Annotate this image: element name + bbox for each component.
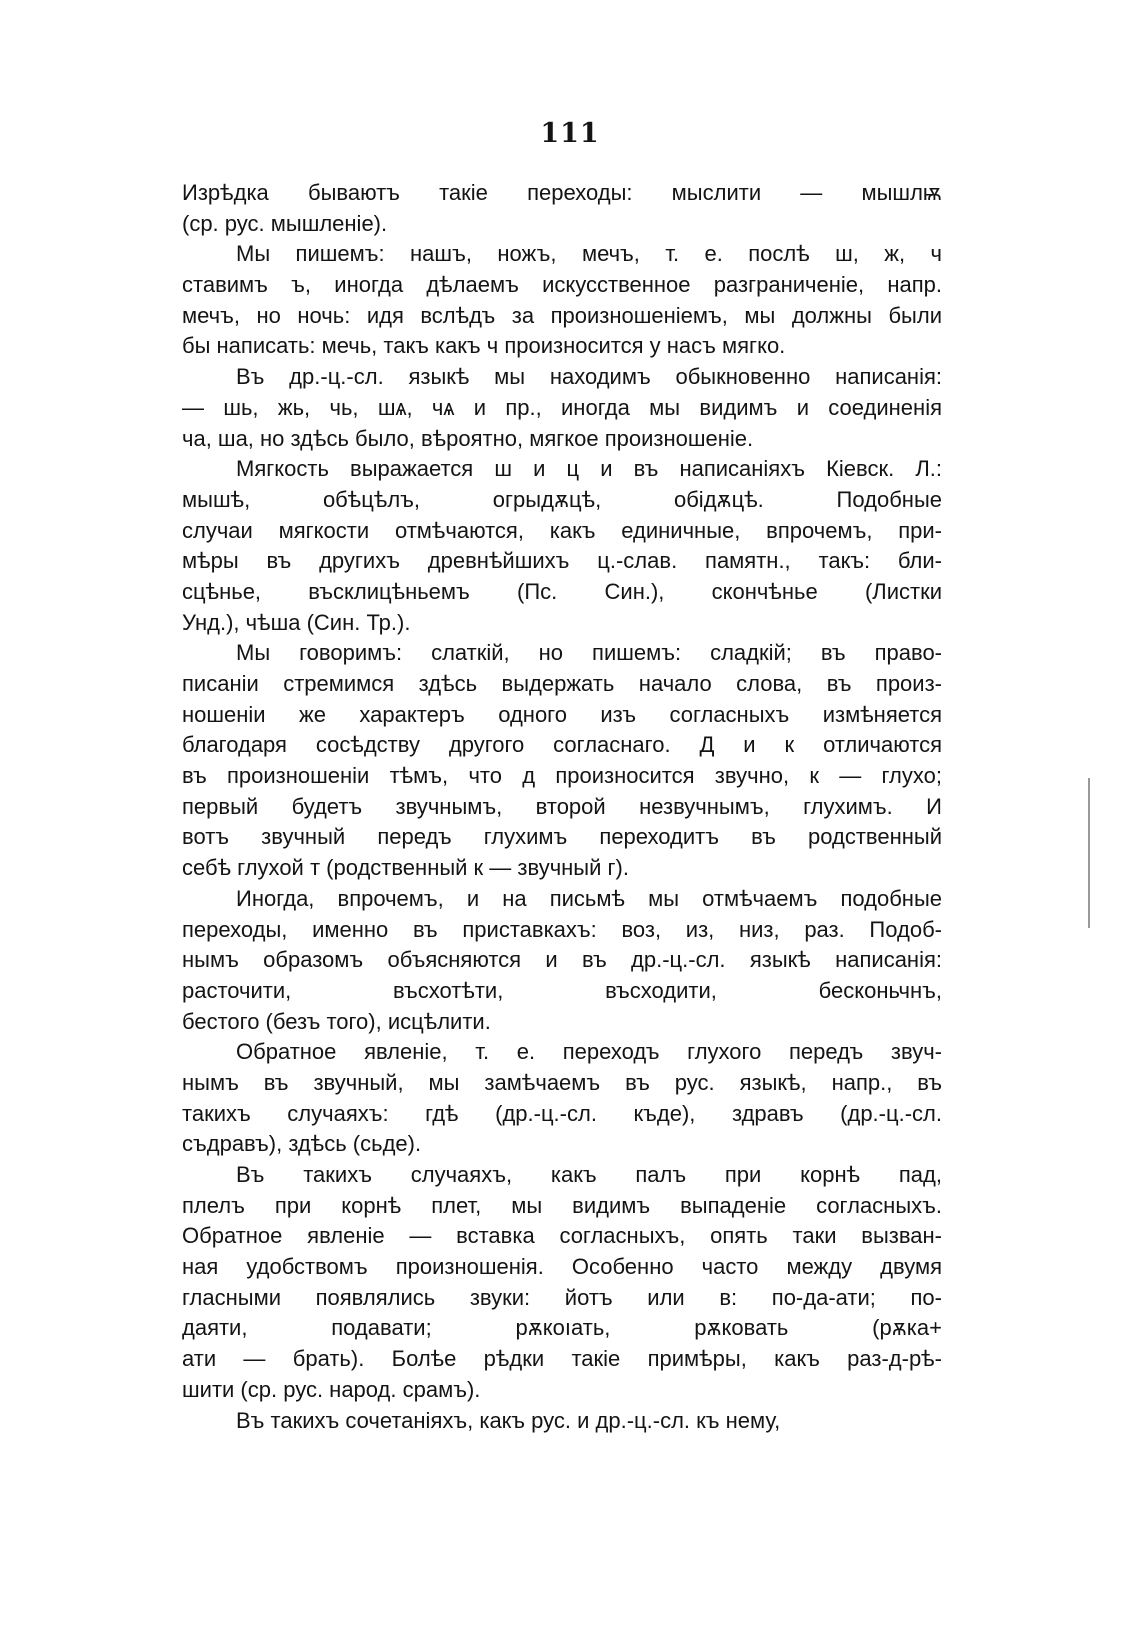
- paragraph: [182, 1406, 942, 1437]
- text-line: Изрѣдка бываютъ такіе переходы: мыслити — мышлѭ: [182, 180, 942, 205]
- text-line: даяти, подавати; рѫкоıать, рѫковать (рѫка+: [182, 1315, 942, 1341]
- text-line: бестого (безъ того), исцѣлити.: [182, 1008, 491, 1034]
- text-line: сцѣнье, въсклицѣньемъ (Пс. Син.), скончѣнье (Листки: [182, 578, 942, 604]
- text-line: Обратное явленіе — вставка согласныхъ, опять таки вызван-: [182, 1223, 942, 1249]
- text-line: случаи мягкости отмѣчаются, какъ единичные, впрочемъ, при-: [182, 517, 942, 543]
- text-line: бы написать: мечь, такъ какъ ч произносится у насъ мягко.: [182, 333, 786, 359]
- paragraph: [182, 884, 942, 1037]
- text-line: Мы говоримъ: слаткій, но пишемъ: сладкій; въ право-: [236, 640, 942, 666]
- text-line: гласными появлялись звуки: йотъ или в: по-да-ати; по-: [182, 1284, 942, 1310]
- text-line: ставимъ ъ, иногда дѣлаемъ искусственное разграниченіе, напр.: [182, 272, 942, 298]
- text-line: съдравъ), здѣсь (сьде).: [182, 1131, 422, 1157]
- text-line: нымъ образомъ объясняются и въ др.-ц.-сл. языкѣ написанія:: [182, 947, 942, 973]
- text-line: Въ такихъ случаяхъ, какъ палъ при корнѣ пад,: [236, 1162, 942, 1187]
- text-line: Мягкость выражается ш и ц и въ написаніяхъ Кіевск. Л.:: [236, 456, 942, 482]
- text-line: такихъ случаяхъ: гдѣ (др.-ц.-сл. къде), здравъ (др.-ц.-сл.: [182, 1100, 942, 1126]
- text-line: Мы пишемъ: нашъ, ножъ, мечъ, т. е. послѣ ш, ж, ч: [236, 241, 942, 267]
- text-line: переходы, именно въ приставкахъ: воз, из, низ, раз. Подоб-: [182, 916, 942, 942]
- paragraph: [182, 638, 942, 884]
- text-line: вотъ звучный передъ глухимъ переходитъ въ родственный: [182, 824, 942, 850]
- text-line: нымъ въ звучный, мы замѣчаемъ въ рус. языкѣ, напр., въ: [182, 1069, 942, 1095]
- text-line: расточити, въсхотѣти, въсходити, бесконьчнъ,: [182, 977, 942, 1003]
- text-line: писаніи стремимся здѣсь выдержать начало слова, въ произ-: [182, 671, 942, 696]
- paragraph: [182, 1037, 942, 1160]
- text-line: ча, ша, но здѣсь было, вѣроятно, мягкое произношеніе.: [182, 425, 754, 451]
- paragraph: [182, 362, 942, 454]
- text-line: мѣры въ другихъ древнѣйшихъ ц.-слав. памятн., такъ: бли-: [182, 548, 942, 574]
- text-line: себѣ глухой т (родственный к — звучный г).: [182, 855, 629, 881]
- text-line: мечъ, но ночь: идя вслѣдъ за произношеніемъ, мы должны были: [182, 302, 942, 328]
- text-line: Въ др.-ц.-сл. языкѣ мы находимъ обыкновенно написанія:: [236, 364, 942, 390]
- text-line: ношеніи же характеръ одного изъ согласныхъ измѣняется: [182, 701, 942, 727]
- paragraph: [182, 1160, 942, 1406]
- scan-edge-mark: [1088, 778, 1090, 928]
- page-number: 111: [540, 118, 600, 149]
- text-line: мышѣ, обѣцѣлъ, огрыдѫцѣ, обідѫцѣ. Подобные: [182, 486, 942, 512]
- text-line: плелъ при корнѣ плет, мы видимъ выпаденіе согласныхъ.: [182, 1192, 942, 1218]
- text-line: ная удобствомъ произношенія. Особенно часто между двумя: [182, 1254, 942, 1280]
- paragraph: [182, 239, 942, 362]
- text-line: Иногда, впрочемъ, и на письмѣ мы отмѣчаемъ подобные: [236, 885, 942, 911]
- text-line: Въ такихъ сочетаніяхъ, какъ рус. и др.-ц.-сл. къ нему,: [236, 1407, 781, 1433]
- text-line: благодаря сосѣдству другого согласнаго. Д и к отличаются: [182, 732, 942, 758]
- paragraph: [182, 454, 942, 638]
- text-line: Унд.), чѣша (Син. Тр.).: [182, 609, 411, 635]
- paragraph: [182, 178, 942, 239]
- text-line: — шь, жь, чь, шѧ, чѧ и пр., иногда мы видимъ и соединенія: [182, 394, 942, 420]
- text-line: въ произношеніи тѣмъ, что д произносится звучно, к — глухо;: [182, 763, 942, 789]
- text-line: шити (ср. рус. народ. срамъ).: [182, 1376, 481, 1402]
- text-body: [182, 178, 942, 1436]
- text-line: ати — брать). Болѣе рѣдки такіе примѣры, какъ раз-д-рѣ-: [182, 1346, 942, 1372]
- text-line: (ср. рус. мышленіе).: [182, 210, 388, 236]
- text-line: Обратное явленіе, т. е. переходъ глухого передъ звуч-: [236, 1039, 942, 1065]
- text-line: первый будетъ звучнымъ, второй незвучнымъ, глухимъ. И: [182, 793, 942, 819]
